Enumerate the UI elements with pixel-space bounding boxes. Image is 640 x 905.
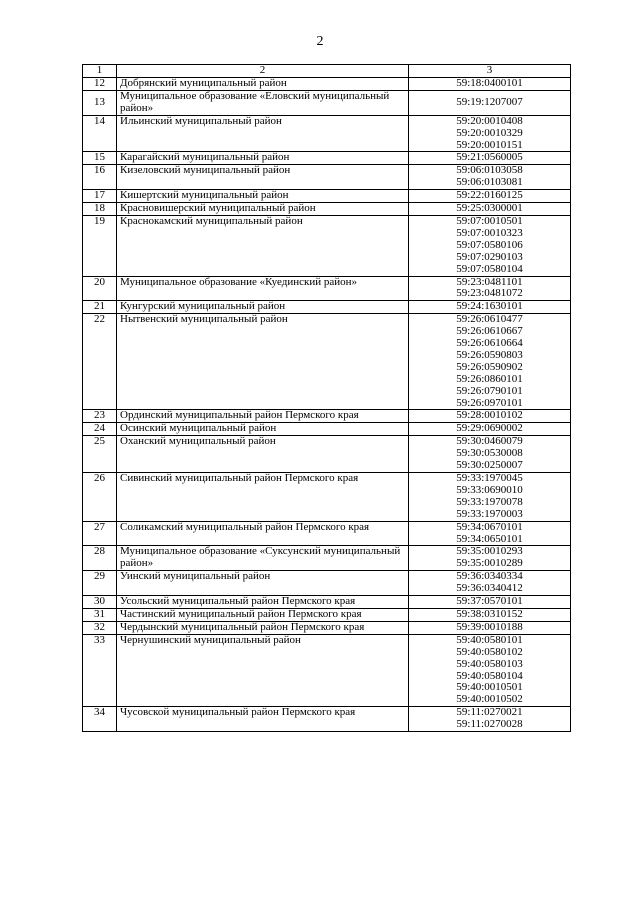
district-name: Муниципальное образование «Суксунский муниципальный район» — [117, 546, 409, 571]
cadastral-code: 59:23:0481072 — [456, 287, 523, 300]
column-header-2: 2 — [117, 65, 409, 78]
cadastral-code: 59:07:0010323 — [456, 226, 523, 239]
cadastral-code: 59:30:0460079 — [456, 435, 523, 448]
cadastral-codes — [409, 634, 571, 706]
cadastral-code: 59:38:0310152 — [456, 607, 523, 620]
cadastral-code: 59:07:0010501 — [456, 214, 523, 227]
cadastral-code: 59:06:0103058 — [456, 164, 523, 177]
cadastral-codes — [409, 473, 571, 522]
cadastral-code: 59:37:0570101 — [456, 595, 523, 608]
page-number: 2 — [316, 34, 324, 49]
table-row — [83, 473, 571, 522]
cadastral-code: 59:40:0010501 — [456, 681, 523, 694]
district-name: Чердынский муниципальный район Пермского края — [117, 621, 409, 634]
cadastral-code: 59:40:0010502 — [456, 693, 523, 706]
cadastral-code: 59:30:0250007 — [456, 459, 523, 472]
cadastral-code: 59:33:1970003 — [456, 507, 523, 520]
cadastral-codes — [409, 78, 571, 91]
row-number: 21 — [83, 301, 117, 314]
row-number: 26 — [83, 473, 117, 522]
cadastral-code: 59:40:0580101 — [456, 633, 523, 646]
table-row — [83, 215, 571, 276]
cadastral-codes — [409, 596, 571, 609]
district-name: Частинский муниципальный район Пермского края — [117, 608, 409, 621]
cadastral-codes — [409, 608, 571, 621]
cadastral-code: 59:33:1970045 — [456, 472, 523, 484]
cadastral-code: 59:20:0010151 — [456, 138, 523, 151]
cadastral-code: 59:39:0010188 — [456, 620, 523, 633]
district-name: Добрянский муниципальный район — [117, 78, 409, 91]
row-number: 22 — [83, 314, 117, 410]
district-name: Кунгурский муниципальный район — [117, 301, 409, 314]
row-number: 13 — [83, 90, 117, 115]
cadastral-codes — [409, 621, 571, 634]
district-name: Осинский муниципальный район — [117, 423, 409, 436]
cadastral-code: 59:19:1207007 — [456, 95, 523, 108]
cadastral-code: 59:11:0270021 — [456, 706, 523, 719]
district-name: Оханский муниципальный район — [117, 436, 409, 473]
cadastral-code: 59:26:0590902 — [456, 360, 523, 373]
cadastral-code: 59:25:0300001 — [456, 202, 523, 215]
row-number: 30 — [83, 596, 117, 609]
cadastral-code: 59:40:0580104 — [456, 669, 523, 682]
cadastral-code: 59:18:0400101 — [456, 77, 523, 89]
cadastral-code: 59:21:0560005 — [456, 151, 523, 164]
table-row — [83, 596, 571, 609]
cadastral-code: 59:07:0580106 — [456, 238, 523, 251]
cadastral-code: 59:33:0690010 — [456, 483, 523, 496]
cadastral-codes — [409, 203, 571, 216]
row-number: 27 — [83, 521, 117, 546]
table-row — [83, 276, 571, 301]
cadastral-code: 59:23:0481101 — [456, 275, 523, 288]
district-name: Кизеловский муниципальный район — [117, 165, 409, 190]
cadastral-codes — [409, 410, 571, 423]
cadastral-codes — [409, 436, 571, 473]
cadastral-code: 59:29:0690002 — [456, 422, 523, 435]
row-number: 28 — [83, 546, 117, 571]
cadastral-code: 59:26:0860101 — [456, 372, 523, 385]
district-name: Сивинский муниципальный район Пермского края — [117, 473, 409, 522]
district-name: Чернушинский муниципальный район — [117, 634, 409, 706]
cadastral-code: 59:34:0650101 — [456, 532, 523, 545]
district-name: Краснокамский муниципальный район — [117, 215, 409, 276]
cadastral-code: 59:40:0580102 — [456, 645, 523, 658]
cadastral-code: 59:34:0670101 — [456, 520, 523, 533]
district-name: Ильинский муниципальный район — [117, 115, 409, 152]
district-name: Карагайский муниципальный район — [117, 152, 409, 165]
district-name: Красновишерский муниципальный район — [117, 203, 409, 216]
row-number: 24 — [83, 423, 117, 436]
row-number: 23 — [83, 410, 117, 423]
table-row — [83, 165, 571, 190]
cadastral-codes — [409, 115, 571, 152]
cadastral-code: 59:35:0010289 — [456, 557, 523, 570]
cadastral-codes — [409, 90, 571, 115]
table-row — [83, 423, 571, 436]
row-number: 16 — [83, 165, 117, 190]
table-row — [83, 301, 571, 314]
cadastral-codes — [409, 152, 571, 165]
cadastral-code: 59:24:1630101 — [456, 300, 523, 313]
cadastral-codes — [409, 423, 571, 436]
cadastral-code: 59:26:0970101 — [456, 396, 523, 409]
cadastral-codes — [409, 314, 571, 410]
row-number: 17 — [83, 190, 117, 203]
table-row — [83, 571, 571, 596]
district-name: Уинский муниципальный район — [117, 571, 409, 596]
cadastral-code: 59:26:0610667 — [456, 325, 523, 338]
row-number: 32 — [83, 621, 117, 634]
cadastral-codes — [409, 165, 571, 190]
cadastral-code: 59:26:0790101 — [456, 384, 523, 397]
table-row — [83, 203, 571, 216]
district-name: Чусовской муниципальный район Пермского края — [117, 707, 409, 732]
district-name: Муниципальное образование «Куединский район» — [117, 276, 409, 301]
district-name: Кишертский муниципальный район — [117, 190, 409, 203]
cadastral-code: 59:07:0290103 — [456, 250, 523, 263]
row-number: 34 — [83, 707, 117, 732]
cadastral-code: 59:11:0270028 — [456, 718, 523, 731]
district-name: Муниципальное образование «Еловский муниципальный район» — [117, 90, 409, 115]
cadastral-code: 59:36:0340412 — [456, 582, 523, 595]
cadastral-code: 59:30:0530008 — [456, 447, 523, 460]
cadastral-codes — [409, 546, 571, 571]
cadastral-code: 59:26:0590803 — [456, 348, 523, 361]
table-row — [83, 521, 571, 546]
table-row — [83, 190, 571, 203]
cadastral-code: 59:20:0010408 — [456, 114, 523, 127]
row-number: 15 — [83, 152, 117, 165]
cadastral-code: 59:28:0010102 — [456, 409, 523, 422]
table-row — [83, 410, 571, 423]
row-number: 20 — [83, 276, 117, 301]
cadastral-codes — [409, 707, 571, 732]
cadastral-code: 59:26:0610477 — [456, 313, 523, 326]
cadastral-code: 59:35:0010293 — [456, 545, 523, 558]
cadastral-table — [82, 64, 571, 732]
row-number: 25 — [83, 436, 117, 473]
cadastral-codes — [409, 571, 571, 596]
table-row — [83, 115, 571, 152]
district-name: Усольский муниципальный район Пермского края — [117, 596, 409, 609]
row-number: 31 — [83, 608, 117, 621]
cadastral-code: 59:06:0103081 — [456, 176, 523, 189]
row-number: 29 — [83, 571, 117, 596]
cadastral-code: 59:40:0580103 — [456, 657, 523, 670]
table-row — [83, 78, 571, 91]
cadastral-codes — [409, 276, 571, 301]
table-row — [83, 152, 571, 165]
row-number: 14 — [83, 115, 117, 152]
table-row — [83, 621, 571, 634]
cadastral-code: 59:33:1970078 — [456, 495, 523, 508]
row-number: 12 — [83, 78, 117, 91]
table-row — [83, 546, 571, 571]
cadastral-codes — [409, 190, 571, 203]
table-header-row — [83, 65, 571, 78]
cadastral-codes — [409, 521, 571, 546]
column-header-3: 3 — [409, 65, 571, 78]
table-row — [83, 314, 571, 410]
row-number: 19 — [83, 215, 117, 276]
table-row — [83, 707, 571, 732]
row-number: 33 — [83, 634, 117, 706]
cadastral-code: 59:26:0610664 — [456, 337, 523, 350]
cadastral-code: 59:22:0160125 — [456, 189, 523, 202]
table-row — [83, 608, 571, 621]
table-row — [83, 436, 571, 473]
district-name: Соликамский муниципальный район Пермского края — [117, 521, 409, 546]
cadastral-code: 59:07:0580104 — [456, 262, 523, 275]
district-name: Нытвенский муниципальный район — [117, 314, 409, 410]
table-row — [83, 90, 571, 115]
cadastral-code: 59:20:0010329 — [456, 126, 523, 139]
column-header-1: 1 — [83, 65, 117, 78]
cadastral-codes — [409, 215, 571, 276]
cadastral-code: 59:36:0340334 — [456, 570, 523, 583]
district-name: Ординский муниципальный район Пермского края — [117, 410, 409, 423]
row-number: 18 — [83, 203, 117, 216]
table-row — [83, 634, 571, 706]
cadastral-codes — [409, 301, 571, 314]
